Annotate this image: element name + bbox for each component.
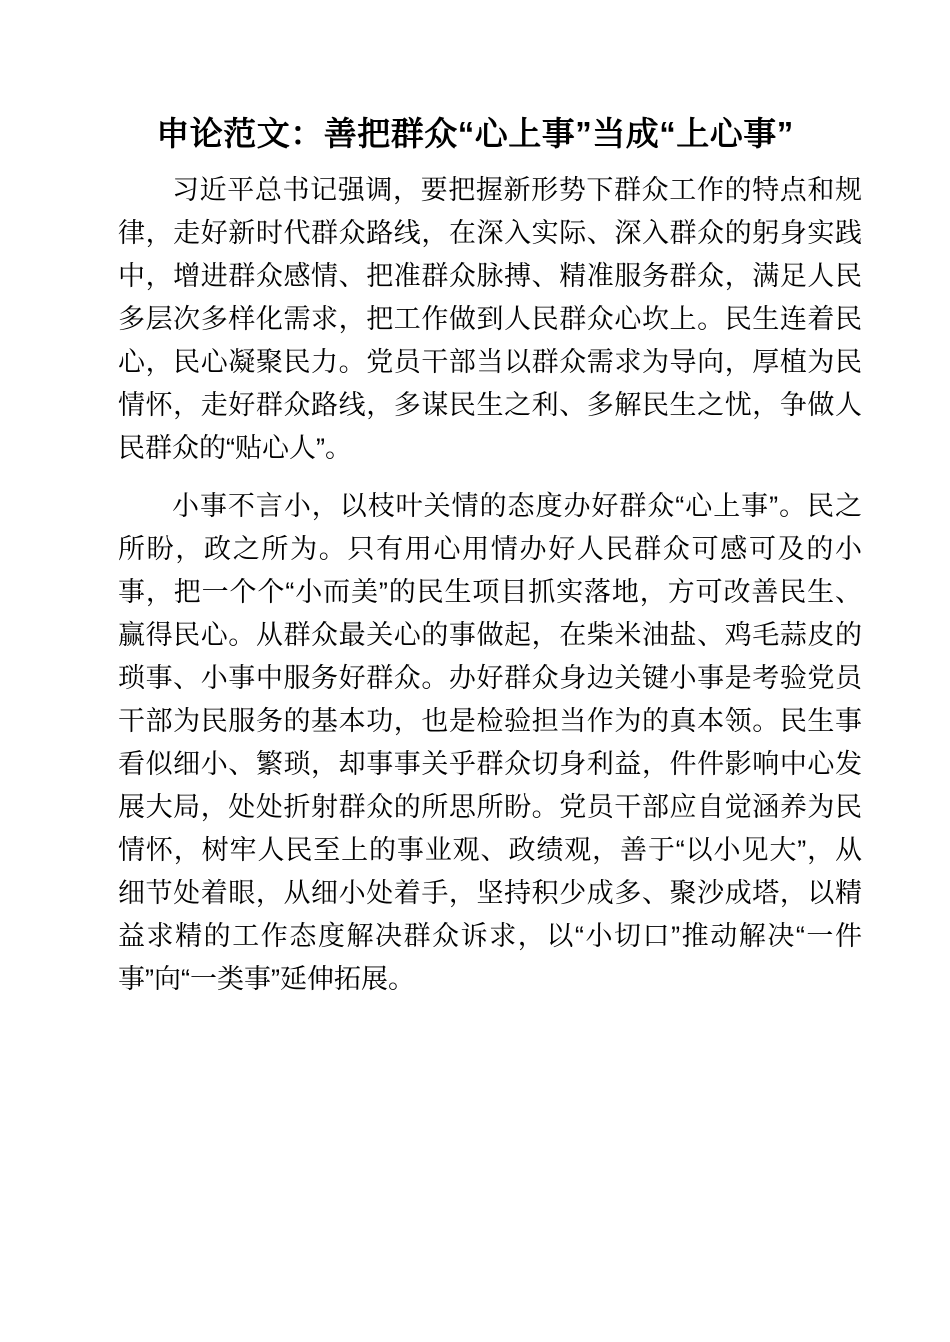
- paragraph-2: 小事不言小，以枝叶关情的态度办好群众“心上事”。民之所盼，政之所为。只有用心用情办好人民群众可感可及的小事，把一个个“小而美”的民生项目抓实落地，方可改善民生、赢得民心。从群众最关心的事做起，在柴米油盐、鸡毛蒜皮的琐事、小事中服务好群众。办好群众身边关键小事是考验党员干部为民服务的基本功，也是检验担当作为的真本领。民生事看似细小、繁琐，却事事关乎群众切身利益，件件影响中心发展大局，处处折射群众的所思所盼。党员干部应自觉涵养为民情怀，树牢人民至上的事业观、政绩观，善于“以小见大”，从细节处着眼，从细小处着手，坚持积少成多、聚沙成塔，以精益求精的工作态度解决群众诉求，以“小切口”推动解决“一件事”向“一类事”延伸拓展。: [118, 491, 862, 994]
- document-body: [118, 169, 862, 1001]
- document-title: 申论范文：善把群众“心上事”当成“上心事”: [156, 115, 794, 152]
- paragraph-1: 习近平总书记强调，要把握新形势下群众工作的特点和规律，走好新时代群众路线，在深入实际、深入群众的躬身实践中，增进群众感情、把准群众脉搏、精准服务群众，满足人民多层次多样化需求，把工作做到人民群众心坎上。民生连着民心，民心凝聚民力。党员干部当以群众需求为导向，厚植为民情怀，走好群众路线，多谋民生之利、多解民生之忧，争做人民群众的“贴心人”。: [118, 175, 862, 463]
- document-page: [0, 112, 950, 1342]
